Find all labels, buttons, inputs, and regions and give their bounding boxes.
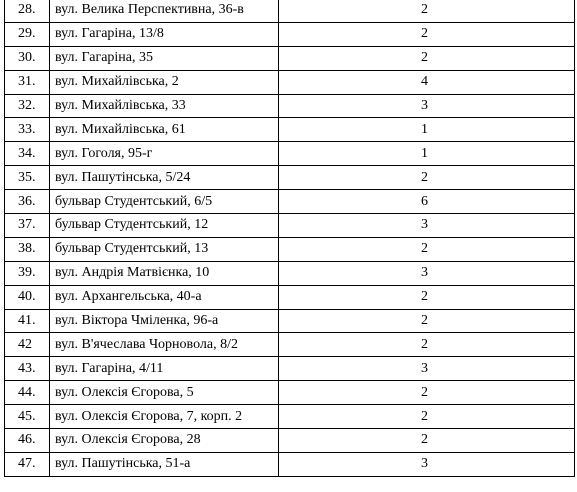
address-cell: вул. Олексія Єгорова, 7, корп. 2 bbox=[50, 405, 279, 429]
table-row bbox=[5, 309, 575, 333]
address-cell: вул. Михайлівська, 2 bbox=[50, 70, 279, 94]
count-cell: 1 bbox=[279, 142, 575, 166]
count-cell: 2 bbox=[279, 46, 575, 70]
address-cell: вул. Гагаріна, 35 bbox=[50, 46, 279, 70]
address-cell: вул. Гагаріна, 4/11 bbox=[50, 357, 279, 381]
address-cell: вул. Велика Перспективна, 36-в bbox=[50, 0, 279, 22]
row-number-cell: 38. bbox=[5, 237, 50, 261]
count-cell: 2 bbox=[279, 333, 575, 357]
address-cell: вул. Олексія Єгорова, 28 bbox=[50, 429, 279, 453]
table-row bbox=[5, 46, 575, 70]
address-cell: вул. Архангельська, 40-а bbox=[50, 285, 279, 309]
row-number-cell: 29. bbox=[5, 22, 50, 46]
address-cell: вул. Михайлівська, 61 bbox=[50, 118, 279, 142]
table-row bbox=[5, 452, 575, 476]
address-cell: бульвар Студентський, 6/5 bbox=[50, 190, 279, 214]
address-cell: вул. Гоголя, 95-г bbox=[50, 142, 279, 166]
count-cell: 2 bbox=[279, 429, 575, 453]
table-row bbox=[5, 190, 575, 214]
count-cell: 6 bbox=[279, 190, 575, 214]
row-number-cell: 47. bbox=[5, 452, 50, 476]
table-row bbox=[5, 70, 575, 94]
row-number-cell: 35. bbox=[5, 166, 50, 190]
row-number-cell: 42 bbox=[5, 333, 50, 357]
count-cell: 2 bbox=[279, 237, 575, 261]
table-row bbox=[5, 94, 575, 118]
row-number-cell: 41. bbox=[5, 309, 50, 333]
table-row bbox=[5, 405, 575, 429]
count-cell: 3 bbox=[279, 214, 575, 238]
count-cell: 3 bbox=[279, 94, 575, 118]
row-number-cell: 33. bbox=[5, 118, 50, 142]
count-cell: 3 bbox=[279, 452, 575, 476]
row-number-cell: 34. bbox=[5, 142, 50, 166]
address-cell: бульвар Студентський, 12 bbox=[50, 214, 279, 238]
address-cell: вул. Пашутінська, 51-а bbox=[50, 452, 279, 476]
row-number-cell: 30. bbox=[5, 46, 50, 70]
count-cell: 2 bbox=[279, 285, 575, 309]
table-row bbox=[5, 237, 575, 261]
table-row bbox=[5, 261, 575, 285]
row-number-cell: 45. bbox=[5, 405, 50, 429]
count-cell: 1 bbox=[279, 118, 575, 142]
address-cell: вул. Михайлівська, 33 bbox=[50, 94, 279, 118]
count-cell: 2 bbox=[279, 405, 575, 429]
table-row bbox=[5, 22, 575, 46]
count-cell: 3 bbox=[279, 261, 575, 285]
table-row bbox=[5, 285, 575, 309]
count-cell: 2 bbox=[279, 22, 575, 46]
row-number-cell: 32. bbox=[5, 94, 50, 118]
table-row bbox=[5, 118, 575, 142]
count-cell: 3 bbox=[279, 357, 575, 381]
row-number-cell: 39. bbox=[5, 261, 50, 285]
table-row bbox=[5, 357, 575, 381]
table-row bbox=[5, 333, 575, 357]
table-row bbox=[5, 214, 575, 238]
count-cell: 2 bbox=[279, 381, 575, 405]
address-table-body bbox=[5, 0, 575, 476]
row-number-cell: 37. bbox=[5, 214, 50, 238]
row-number-cell: 46. bbox=[5, 429, 50, 453]
count-cell: 2 bbox=[279, 0, 575, 22]
row-number-cell: 31. bbox=[5, 70, 50, 94]
table-row bbox=[5, 142, 575, 166]
address-cell: вул. В'ячеслава Чорновола, 8/2 bbox=[50, 333, 279, 357]
address-cell: вул. Олексія Єгорова, 5 bbox=[50, 381, 279, 405]
table-row bbox=[5, 0, 575, 22]
table-row bbox=[5, 381, 575, 405]
count-cell: 4 bbox=[279, 70, 575, 94]
count-cell: 2 bbox=[279, 166, 575, 190]
row-number-cell: 43. bbox=[5, 357, 50, 381]
address-cell: вул. Віктора Чміленка, 96-а bbox=[50, 309, 279, 333]
row-number-cell: 36. bbox=[5, 190, 50, 214]
address-cell: вул. Андрія Матвієнка, 10 bbox=[50, 261, 279, 285]
address-cell: вул. Гагаріна, 13/8 bbox=[50, 22, 279, 46]
row-number-cell: 40. bbox=[5, 285, 50, 309]
table-row bbox=[5, 429, 575, 453]
address-cell: вул. Пашутінська, 5/24 bbox=[50, 166, 279, 190]
count-cell: 2 bbox=[279, 309, 575, 333]
address-table bbox=[4, 0, 575, 477]
row-number-cell: 44. bbox=[5, 381, 50, 405]
row-number-cell: 28. bbox=[5, 0, 50, 22]
table-row bbox=[5, 166, 575, 190]
address-cell: бульвар Студентський, 13 bbox=[50, 237, 279, 261]
